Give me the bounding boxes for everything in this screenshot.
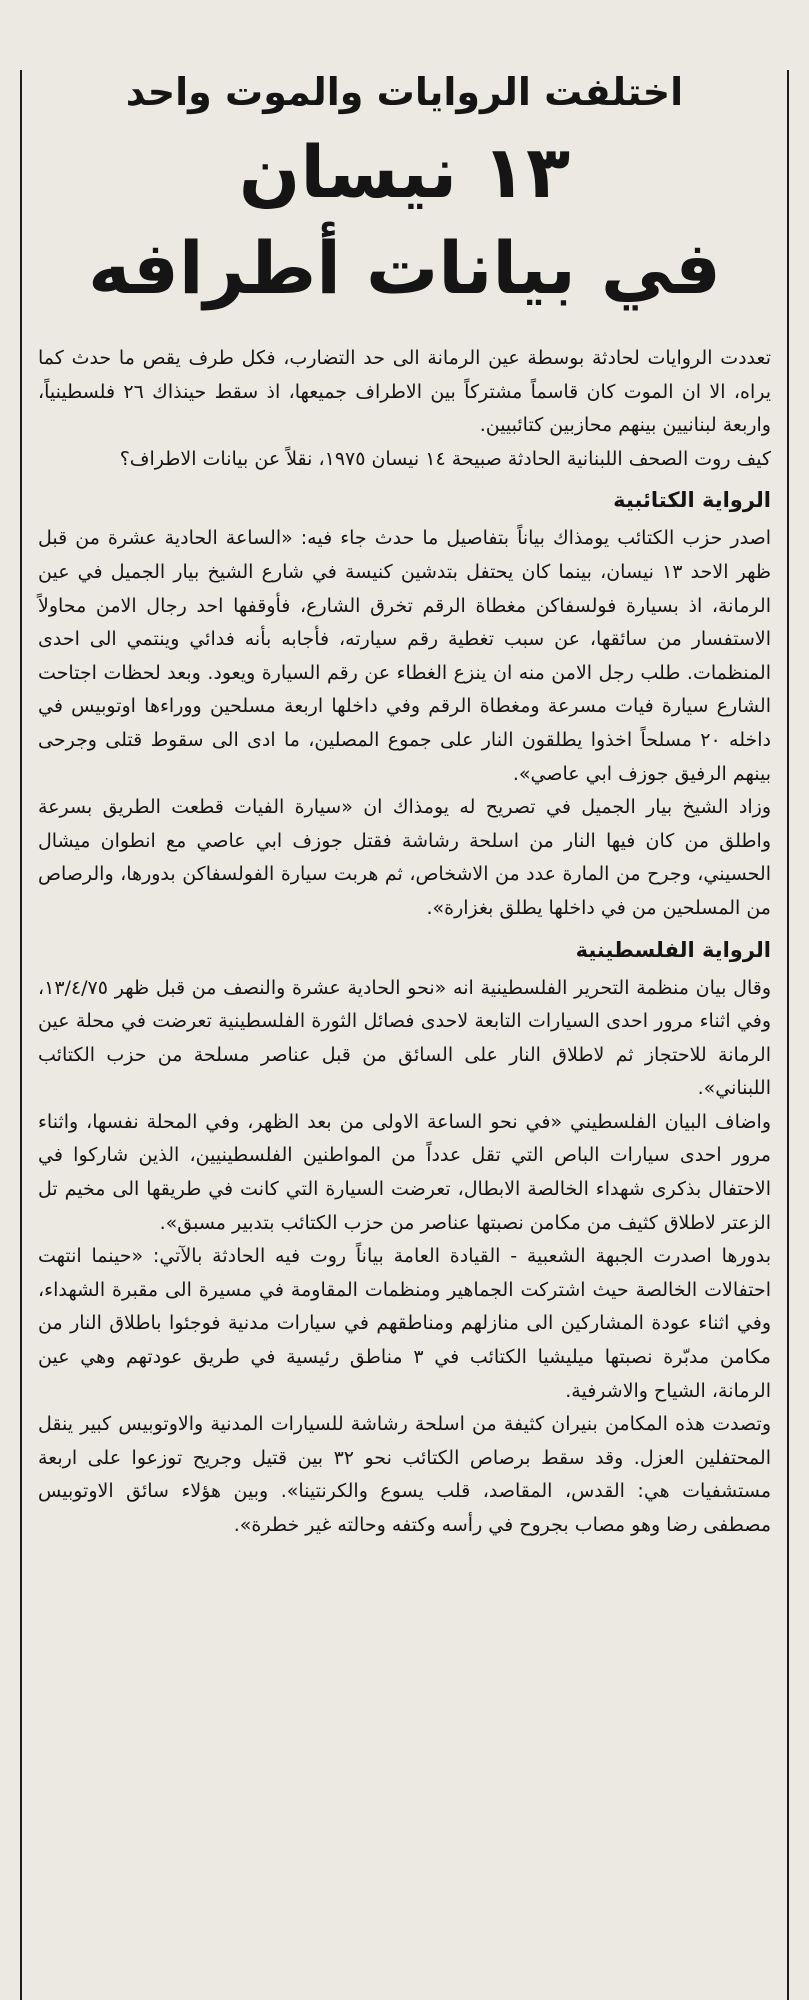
body-paragraph: وتصدت هذه المكامن بنيران كثيفة من اسلحة رشاشة للسيارات المدنية والاوتوبيس كبير ينقل المحتفلين العزل. وقد سقط برصاص الكتائب نحو ٣٢ بين قتيل وجريح توزعوا على اربعة مستشفيات هي: القدس، المقاصد، قلب يسوع والكرنتينا». وبين هؤلاء سائق الاوتوبيس مصطفى رضا وهو مصاب بجروح في رأسه وكتفه وحالته غير خطرة». — [38, 1413, 771, 1536]
intro-paragraph: كيف روت الصحف اللبنانية الحادثة صبيحة ١٤ نيسان ١٩٧٥، نقلاً عن بيانات الاطراف؟ — [119, 447, 771, 470]
section-heading-kataeb: الرواية الكتائبية — [613, 488, 771, 513]
intro-paragraph: تعددت الروايات لحادثة بوسطة عين الرمانة الى حد التضارب، فكل طرف يقص ما حدث كما يراه، الا ان الموت كان قاسماً مشتركاً بين الاطراف جميعها، اذ سقط حينذاك ٢٦ فلسطينياً، واربعة لبنانيين بينهم محازبين كتائبيين. — [38, 347, 772, 437]
article-body — [38, 342, 771, 1543]
main-headline-line-2: في بيانات أطرافه — [88, 226, 721, 310]
section-heading-palestinian: الرواية الفلسطينية — [575, 937, 771, 962]
body-paragraph: وزاد الشيخ بيار الجميل في تصريح له يومذاك ان «سيارة الفيات قطعت الطريق بسرعة واطلق من كان فيها النار من اسلحة رشاشة فقتل جوزف ابي عاصي مع انطوان ميشال الحسيني، وجرح من المارة عدد من الاشخاص، ثم هربت سيارة الفولسفاكن بدورها، والرصاص من المسلحين من في داخلها يطلق بغزارة». — [38, 796, 771, 919]
column-rule-left — [20, 70, 22, 2000]
column-rule-right — [787, 70, 789, 2000]
main-headline-line-1: ١٣ نيسان — [238, 130, 571, 214]
body-paragraph: وقال بيان منظمة التحرير الفلسطينية انه «نحو الحادية عشرة والنصف من قبل ظهر ١٣/٤/٧٥، وفي اثناء مرور احدى السيارات التابعة لاحدى فصائل الثورة الفلسطينية تعرضت في محلة عين الرمانة للاحتجاز ثم لاطلاق النار على السائق من قبل عناصر مسلحة من حزب الكتائب اللبناني». — [38, 976, 771, 1100]
kicker-headline: اختلفت الروايات والموت واحد — [125, 70, 684, 114]
body-paragraph: بدورها اصدرت الجبهة الشعبية - القيادة العامة بياناً روت فيه الحادثة بالآتي: «حينما انتهت احتفالات الخالصة حيث اشتركت الجماهير ومنظمات المقاومة في مسيرة الى مقبرة الشهداء، وفي اثناء عودة المشاركين الى منازلهم ومناطقهم في سيارات مدنية فوجئوا باطلاق النار من مكامن مدبّرة نصبتها ميليشيا الكتائب في ٣ مناطق رئيسية في طريق عودتهم وهي عين الرمانة، الشياح والاشرفية. — [38, 1245, 771, 1402]
article — [38, 0, 771, 2000]
body-paragraph: واضاف البيان الفلسطيني «في نحو الساعة الاولى من بعد الظهر، وفي المحلة نفسها، واثناء مرور احدى سيارات الباص التي تقل عدداً من المواطنين الفلسطينيين، الذين شاركوا في الاحتفال بذكرى شهداء الخالصة الابطال، تعرضت السيارة التي كانت في طريقها الى مخيم تل الزعتر لاطلاق كثيف من مكامن نصبتها عناصر من حزب الكتائب بتدبير مسبق». — [38, 1110, 771, 1234]
body-paragraph: اصدر حزب الكتائب يومذاك بياناً بتفاصيل ما حدث جاء فيه: «الساعة الحادية عشرة من قبل ظهر الاحد ١٣ نيسان، بينما كان يحتفل بتدشين كنيسة في شارع الشيخ بيار الجميل في عين الرمانة، اذ بسيارة فولسفاكن مغطاة الرقم تخرق الشارع، فأوقفها احد رجال الامن محاولاً الاستفسار من سائقها، عن سبب تغطية رقم سيارته، فأجابه بأنه فدائي وينتمي الى احدى المنظمات. طلب رجل الامن منه ان ينزع الغطاء عن رقم السيارة ويعود. وبعد لحظات اجتاحت الشارع سيارة فيات مسرعة ومغطاة الرقم وفي داخلها اربعة مسلحين ووراءها اوتوبيس في داخله ٢٠ مسلحاً اخذوا يطلقون النار على جموع المصلين، ما ادى الى سقوط قتلى وجرحى بينهم الرفيق جوزف ابي عاصي». — [38, 527, 771, 785]
